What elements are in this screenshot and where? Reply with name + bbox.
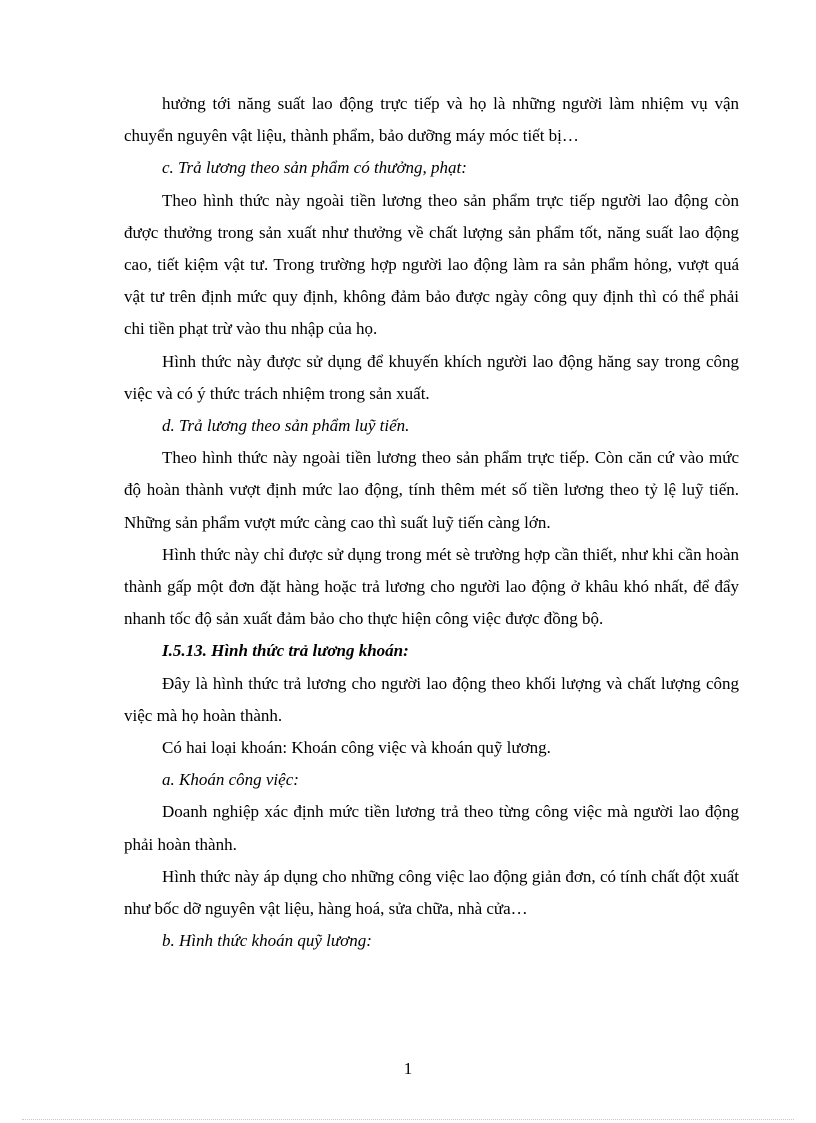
paragraph-contract-types: Có hai loại khoán: Khoán công việc và khoán quỹ lương. xyxy=(162,738,551,758)
paragraph-job-contract-application: Hình thức này áp dụng cho những công việc lao động giản đơn, có tính chất đột xuất như bốc dỡ nguyên vật liệu, hàng hoá, sửa chữa, nhà cửa… xyxy=(124,866,739,919)
document-body xyxy=(124,88,739,957)
paragraph-job-contract-definition: Doanh nghiệp xác định mức tiền lương trả theo từng công việc mà người lao động phải hoàn thành. xyxy=(124,802,739,854)
paragraph-progressive-description: Theo hình thức này ngoài tiền lương theo sản phẩm trực tiếp. Còn căn cứ vào mức độ hoàn thành vượt định mức lao động, tính thêm mét số tiền lương theo tỷ lệ luỹ tiến. Những sản phẩm vượt mức càng cao thì suất luỹ tiến càng lớn. xyxy=(124,448,739,532)
heading-c-piece-rate-bonus-penalty: c. Trả lương theo sản phẩm có thưởng, phạt: xyxy=(162,158,467,178)
page-number: 1 xyxy=(403,1059,413,1078)
page-bottom-edge xyxy=(22,1119,794,1120)
paragraph-bonus-penalty-purpose: Hình thức này được sử dụng để khuyến khích người lao động hăng say trong công việc và có ý thức trách nhiệm trong sản xuất. xyxy=(124,351,739,403)
section-heading-contract-wage: I.5.13. Hình thức trả lương khoán: xyxy=(162,641,409,661)
paragraph-progressive-usage: Hình thức này chỉ được sử dụng trong mét sè trường hợp cần thiết, như khi cần hoàn thành gấp một đơn đặt hàng hoặc trả lương cho người lao động ở khâu khó nhất, để đẩy nhanh tốc độ sản xuất đảm bảo cho thực hiện công việc được đồng bộ. xyxy=(124,544,739,629)
heading-d-progressive-piece-rate: d. Trả lương theo sản phẩm luỹ tiến. xyxy=(162,416,410,436)
heading-b-wage-fund-contract: b. Hình thức khoán quỹ lương: xyxy=(162,931,372,951)
heading-a-job-contract: a. Khoán công việc: xyxy=(162,770,299,790)
paragraph-contract-definition: Đây là hình thức trả lương cho người lao động theo khối lượng và chất lượng công việc mà họ hoàn thành. xyxy=(124,673,739,725)
paragraph-continuation: hưởng tới năng suất lao động trực tiếp và họ là những người làm nhiệm vụ vận chuyển nguyên vật liệu, thành phẩm, bảo dưỡng máy móc tiết bị… xyxy=(124,94,739,146)
paragraph-bonus-penalty-description: Theo hình thức này ngoài tiền lương theo sản phẩm trực tiếp người lao động còn được thưởng trong sản xuất như thưởng về chất lượng sản phẩm tốt, năng suất lao động cao, tiết kiệm vật tư. Trong trường hợp người lao động làm ra sản phẩm hỏng, vượt quá vật tư trên định mức quy định, không đảm bảo được ngày công quy định thì có thể phải chi tiền phạt trừ vào thu nhập của họ. xyxy=(124,190,739,339)
